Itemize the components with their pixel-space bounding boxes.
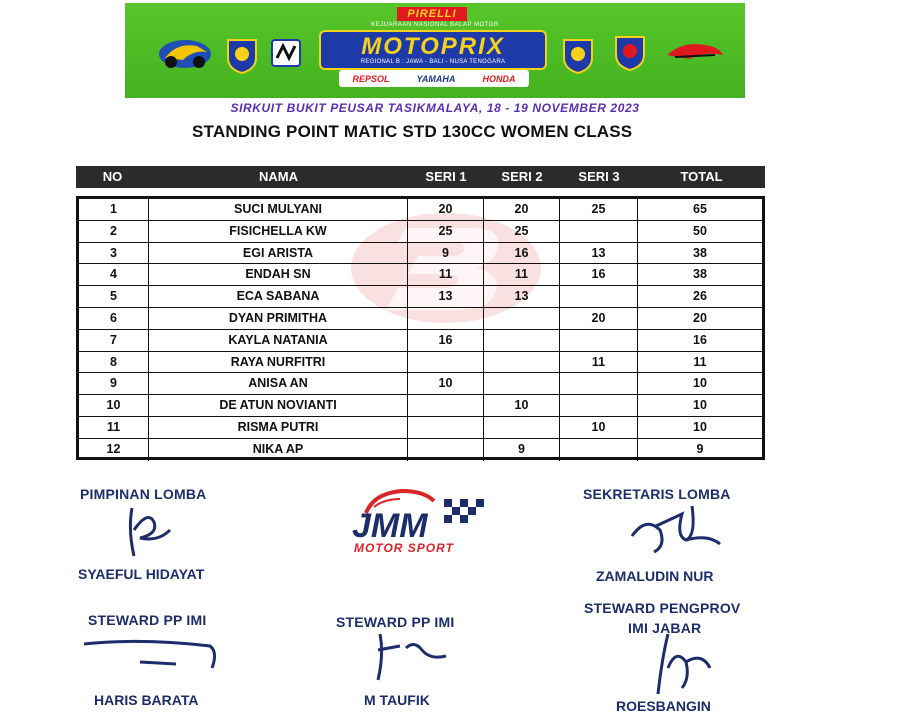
cell-seri-2 (484, 330, 560, 351)
cell-name: NIKA AP (149, 439, 408, 461)
sig-title-steward-1: STEWARD PP IMI (88, 612, 207, 628)
sig-title-pimpinan: PIMPINAN LOMBA (80, 486, 207, 502)
cell-no: 10 (79, 395, 149, 416)
cell-no: 5 (79, 286, 149, 307)
event-name: MOTOPRIX (361, 33, 505, 60)
cell-seri-3 (560, 439, 638, 461)
table-row (79, 417, 762, 439)
cell-seri-1 (408, 308, 484, 329)
cell-name: EGI ARISTA (149, 243, 408, 264)
cell-total: 10 (693, 376, 707, 391)
cell-seri-1 (408, 439, 484, 461)
sig-name-sekretaris: ZAMALUDIN NUR (596, 568, 714, 584)
cell-seri-2: 9 (484, 439, 560, 461)
table-row (79, 395, 762, 417)
sig-name-steward-2: M TAUFIK (364, 692, 430, 708)
cell-seri-1: 25 (408, 221, 484, 242)
club-badge-icon (225, 36, 259, 74)
venue-text: SIRKUIT BUKIT PEUSAR TASIKMALAYA, 18 - 19 NOVEMBER 2023 (230, 101, 640, 115)
cell-seri-2: 20 (484, 199, 560, 220)
cell-seri-1 (408, 352, 484, 373)
standings-table-header (76, 166, 765, 188)
table-row (79, 439, 762, 461)
cell-seri-2 (484, 308, 560, 329)
page-title: STANDING POINT MATIC STD 130CC WOMEN CLASS (192, 122, 633, 141)
sponsor-honda: HONDA (482, 73, 516, 84)
cell-seri-2: 11 (484, 264, 560, 285)
signature-steward-1-icon (80, 634, 220, 678)
cell-total: 26 (693, 289, 707, 304)
cell-seri-3: 11 (560, 352, 638, 373)
table-row (79, 221, 762, 243)
cell-total: 9 (696, 441, 704, 456)
cell-name: RISMA PUTRI (149, 417, 408, 438)
sig-title-steward-3-line1: STEWARD PENGPROV (584, 600, 741, 616)
cell-name: ECA SABANA (149, 286, 408, 307)
cell-name: DE ATUN NOVIANTI (149, 395, 408, 416)
jmm-text: JMM (352, 507, 428, 545)
event-banner (125, 3, 745, 120)
checkered-flag-icon (444, 499, 484, 523)
club-badge-icon (561, 36, 595, 74)
event-region: REGIONAL B : JAWA - BALI - NUSA TENGGARA (360, 59, 506, 65)
cell-seri-2 (484, 417, 560, 438)
cell-seri-2 (484, 352, 560, 373)
table-row (79, 264, 762, 286)
cell-no: 7 (79, 330, 149, 351)
jmm-motor-sport-logo (344, 485, 499, 557)
cell-seri-1: 13 (408, 286, 484, 307)
cell-seri-1: 11 (408, 264, 484, 285)
table-row (79, 199, 762, 221)
sig-name-steward-1: HARIS BARATA (94, 692, 199, 708)
sig-title-steward-3-line2: IMI JABAR (628, 620, 702, 636)
table-row (79, 352, 762, 374)
cell-seri-3: 20 (560, 308, 638, 329)
signature-steward-3-icon (646, 628, 716, 698)
cell-seri-3: 13 (560, 243, 638, 264)
pirelli-logo: PIRELLI (397, 7, 467, 21)
cell-name: FISICHELLA KW (149, 221, 408, 242)
sig-name-steward-3: ROESBANGIN (616, 698, 711, 714)
cell-total: 65 (693, 202, 707, 216)
table-row (79, 308, 762, 330)
cell-total: 38 (693, 245, 707, 260)
race-team-logo-icon (665, 41, 725, 63)
imi-badge-icon (269, 36, 303, 74)
header-name: NAMA (259, 169, 298, 184)
club-badge-icon (613, 33, 647, 71)
signature-steward-2-icon (370, 630, 460, 684)
cell-seri-2: 25 (484, 221, 560, 242)
motoprix-logo (319, 30, 547, 70)
cell-seri-2: 13 (484, 286, 560, 307)
cell-no: 6 (79, 308, 149, 329)
sponsor-repsol: REPSOL (352, 73, 390, 84)
cell-seri-3 (560, 221, 638, 242)
cell-total: 38 (693, 267, 707, 282)
cell-seri-3 (560, 330, 638, 351)
cell-no: 8 (79, 352, 149, 373)
table-row (79, 243, 762, 265)
rider-logo-icon (157, 36, 213, 70)
header-total: TOTAL (680, 169, 723, 184)
signature-pimpinan-icon (118, 500, 178, 562)
cell-seri-3: 10 (560, 417, 638, 438)
cell-seri-2 (484, 373, 560, 394)
table-row (79, 286, 762, 308)
cell-seri-1: 20 (408, 199, 484, 220)
header-seri-3: SERI 3 (578, 169, 620, 184)
cell-name: ENDAH SN (149, 264, 408, 285)
header-no: NO (102, 169, 123, 184)
cell-name: DYAN PRIMITHA (149, 308, 408, 329)
cell-no: 3 (79, 243, 149, 264)
cell-name: RAYA NURFITRI (149, 352, 408, 373)
cell-total: 11 (693, 354, 707, 369)
cell-total: 16 (693, 332, 707, 347)
cell-seri-1: 10 (408, 373, 484, 394)
banner-subtitle: KEJUARAAN NASIONAL BALAP MOTOR (371, 22, 499, 28)
cell-no: 12 (79, 439, 149, 461)
signature-sekretaris-icon (626, 496, 726, 566)
cell-seri-3 (560, 395, 638, 416)
sig-title-steward-2: STEWARD PP IMI (336, 614, 455, 630)
cell-no: 2 (79, 221, 149, 242)
cell-no: 4 (79, 264, 149, 285)
table-row (79, 330, 762, 352)
cell-total: 10 (693, 398, 707, 413)
standings-table-body (76, 196, 765, 460)
cell-no: 9 (79, 373, 149, 394)
cell-name: KAYLA NATANIA (149, 330, 408, 351)
cell-seri-3: 16 (560, 264, 638, 285)
cell-name: ANISA AN (149, 373, 408, 394)
sponsor-strip (339, 70, 529, 87)
sponsor-yamaha: YAMAHA (416, 73, 456, 84)
header-seri-1: SERI 1 (425, 169, 467, 184)
header-seri-2: SERI 2 (501, 169, 543, 184)
cell-no: 1 (79, 199, 149, 220)
cell-seri-2: 16 (484, 243, 560, 264)
cell-seri-1 (408, 395, 484, 416)
sig-title-sekretaris: SEKRETARIS LOMBA (583, 486, 731, 502)
cell-no: 11 (79, 417, 149, 438)
cell-seri-1: 16 (408, 330, 484, 351)
cell-seri-3: 25 (560, 199, 638, 220)
cell-seri-3 (560, 373, 638, 394)
cell-seri-1 (408, 417, 484, 438)
sig-name-pimpinan: SYAEFUL HIDAYAT (78, 566, 205, 582)
cell-total: 20 (693, 310, 707, 325)
cell-name: SUCI MULYANI (149, 199, 408, 220)
cell-total: 50 (693, 223, 707, 238)
cell-total: 10 (693, 419, 707, 434)
cell-seri-1: 9 (408, 243, 484, 264)
motor-sport-text: MOTOR SPORT (354, 541, 454, 555)
cell-seri-2: 10 (484, 395, 560, 416)
cell-seri-3 (560, 286, 638, 307)
table-row (79, 373, 762, 395)
